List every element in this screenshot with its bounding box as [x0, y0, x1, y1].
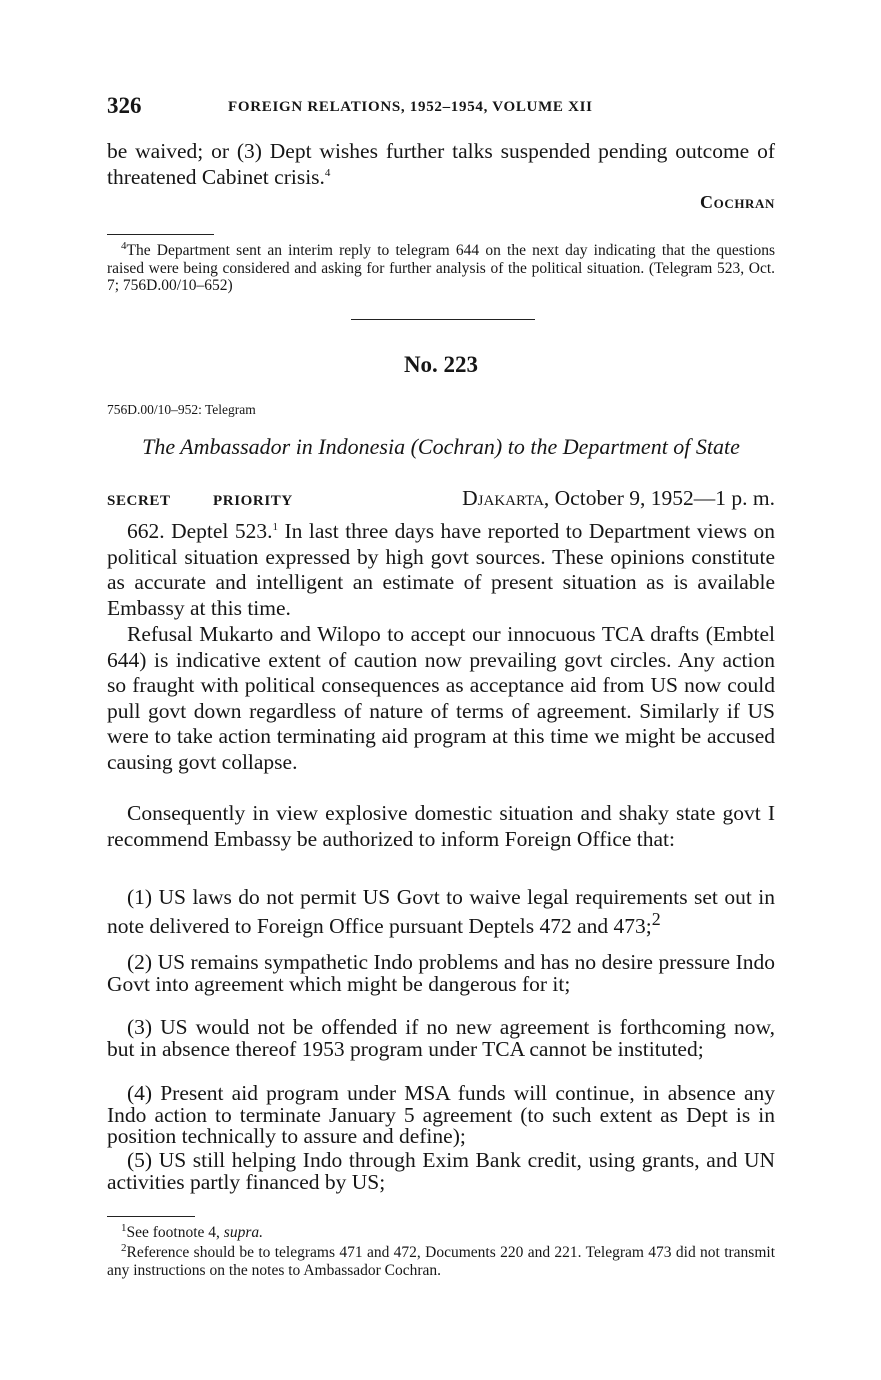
document-page	[107, 0, 775, 1380]
list-item-3: (3) US would not be offended if no new agreement is forthcoming now, but in absence thereof 1953 program under TCA cannot be instituted;	[107, 1015, 775, 1061]
list-item-2: (2) US remains sympathetic Indo problems and has no desire pressure Indo Govt into agreement which might be dangerous for it;	[107, 950, 775, 996]
classification: SECRET	[107, 493, 171, 509]
file-reference: 756D.00/10–952: Telegram	[107, 402, 256, 417]
precedence: PRIORITY	[213, 493, 293, 509]
list-item-1: (1) US laws do not permit US Govt to waive legal requirements set out in note delivered to Foreign Office pursuant Deptels 472 and 473;$^2$	[107, 885, 775, 938]
paragraph-3: Consequently in view explosive domestic situation and shaky state govt I recommend Embassy be authorized to inform Foreign Office that:	[107, 801, 775, 851]
document-title: The Ambassador in Indonesia (Cochran) to the Department of State	[142, 434, 740, 459]
paragraph-2: Refusal Mukarto and Wilopo to accept our innocuous TCA drafts (Embtel 644) is indicative extent of caution now prevailing govt circles. Any action so fraught with political consequences as acceptance aid from US now could pull govt down regardless of nature of terms of agreement. Similarly if US were to take action terminating aid program at this time we might be accused causing govt collapse.	[107, 622, 775, 774]
footnote-2: $^2$Reference should be to telegrams 471 and 472, Documents 220 and 221. Telegram 473 did not transmit any instructions on the notes to Ambassador Cochran.	[107, 1241, 775, 1279]
list-item-5: (5) US still helping Indo through Exim Bank credit, using grants, and UN activities partly financed by US;	[107, 1148, 775, 1194]
dateline	[462, 486, 775, 511]
footnote-4	[107, 239, 775, 295]
continuation-paragraph	[107, 139, 775, 190]
page-number: 326	[107, 93, 142, 118]
place: Djakarta	[462, 486, 544, 510]
list-item-4: (4) Present aid program under MSA funds will continue, in absence any Indo action to terminate January 5 agreement (to such extent as Dept is in position technically to assure and define);	[107, 1081, 775, 1148]
running-head	[107, 93, 775, 123]
footnote-text: The Department sent an interim reply to telegram 644 on the next day indicating that the questions raised were being considered and asking for further analysis of the political situation. (Telegram 523, Oct. 7; 756D.00/10–652)	[107, 242, 775, 294]
footnote-ref-2[interactable]: 2	[651, 908, 661, 929]
footnote-marker: 4	[121, 239, 127, 252]
document-number: No. 223	[403, 352, 479, 377]
section-divider	[351, 319, 535, 320]
signature-cochran: Cochran	[700, 192, 775, 212]
paragraph-1: 662. Deptel 523.$^1$ In last three days have reported to Department views on political situation expressed by high govt sources. These opinions constitute as accurate and intelligent an estimate of present situation as is available Embassy at this time.	[107, 519, 775, 620]
date: , October 9, 1952—1 p. m.	[543, 486, 775, 510]
footnote-ref-4[interactable]: 4	[324, 166, 331, 179]
continuation-text: be waived; or (3) Dept wishes further talks suspended pending outcome of threatened Cabinet crisis.	[107, 139, 775, 189]
running-title: FOREIGN RELATIONS, 1952–1954, VOLUME XII	[228, 99, 593, 115]
footnote-ref-1[interactable]: 1	[272, 520, 279, 533]
footnote-rule-2	[107, 1216, 195, 1217]
footnote-rule	[107, 234, 214, 235]
footnote-1: $^1$See footnote 4, supra.	[121, 1221, 263, 1241]
telegram-header	[107, 486, 775, 514]
